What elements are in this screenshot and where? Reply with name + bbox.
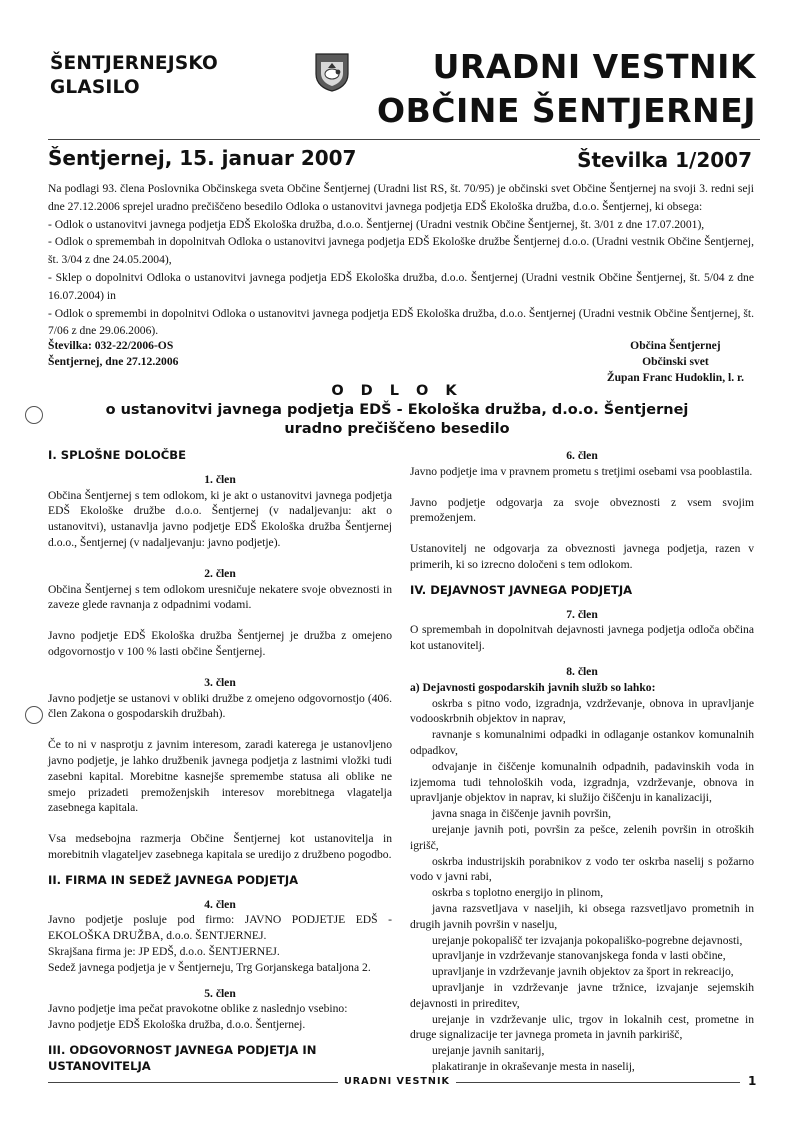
- intro-item: - Sklep o dopolnitvi Odloka o ustanovitvi javnega podjetja EDŠ Ekološka družba, d.o.o. Šentjernej (Uradni vestnik Občine Šentjernej, št. 5/04 z dne 16.07.2004) in: [48, 270, 754, 302]
- article-heading: 8. člen: [566, 664, 598, 678]
- activity-item: upravljanje in vzdrževanje javnih objektov za šport in rekreacijo,: [432, 965, 734, 979]
- issue-dateline: Šentjernej, 15. januar 2007: [48, 146, 357, 170]
- article-line: Javno podjetje posluje pod firmo: JAVNO PODJETJE EDŠ - EKOLOŠKA DRUŽBA, d.o.o. ŠENTJERNEJ.: [48, 913, 392, 943]
- activity-item: urejanje javnih poti, površin za pešce, zelenih površin in otroških igrišč,: [410, 822, 754, 852]
- ordinance-subtitle: o ustanovitvi javnega podjetja EDŠ - Ekološka družba, d.o.o. Šentjernej: [105, 402, 689, 418]
- article-heading: 6. člen: [566, 449, 598, 462]
- article-heading: 7. člen: [566, 607, 598, 621]
- section-heading: III. ODGOVORNOST JAVNEGA PODJETJA IN USTANOVITELJA: [48, 1042, 317, 1073]
- article-heading: 3. člen: [204, 675, 236, 689]
- document-reference: [48, 338, 178, 370]
- intro-paragraph: Na podlagi 93. člena Poslovnika Občinskega sveta Občine Šentjernej (Uradni list RS, št. 70/95) je občinski svet Občine Šentjernej na svoji 3. redni seji dne 27.12.2006 sprejel uradno prečiščeno besedilo Odloka o ustanovitvi javnega podjetja EDŠ Ekološka družba, d.o.o. Šentjernej, ki obsega:: [48, 182, 754, 213]
- activity-item: plakatiranje in okraševanje mesta in naselij,: [432, 1059, 635, 1073]
- activity-item: oskrba s pitno vodo, izgradnja, vzdrževanje, obnova in upravljanje vodooskrbnih objektov in naprav,: [410, 696, 754, 726]
- article-paragraph: Občina Šentjernej s tem odlokom, ki je akt o ustanovitvi javnega podjetja EDŠ Ekološke družbe d.o.o. Šentjernej (v nadaljevanju: akt o ustanovitvi), ustanavlja javno podjetje EDŠ Ekološka družba Šentjernej d.o.o., Šentjernej (v nadaljevanju: javno podjetje).: [48, 488, 392, 549]
- activity-item: oskrba industrijskih porabnikov z vodo ter oskrba naselij s požarno vodo v javni rabi,: [410, 854, 754, 884]
- section-heading: IV. DEJAVNOST JAVNEGA PODJETJA: [410, 582, 633, 597]
- reference-date: Šentjernej, dne 27.12.2006: [48, 355, 179, 368]
- punch-hole-icon: [25, 406, 43, 424]
- activity-item: javna razsvetljava v naseljih, ki obsega razsvetljavo prometnih in drugih javnih površin v naselju,: [410, 901, 754, 931]
- article-paragraph: Vsa medsebojna razmerja Občine Šentjernej kot ustanovitelja in morebitnih vlagateljev zasebnega kapitala se uredijo z družbeno pogodbo.: [48, 832, 392, 861]
- newsletter-name-line1: ŠENTJERNEJSKO: [50, 53, 218, 74]
- article-heading: 2. člen: [204, 566, 236, 580]
- article-line: Javno podjetje EDŠ Ekološka družba, d.o.o. Šentjernej.: [48, 1018, 306, 1032]
- gazette-title-line1: URADNI VESTNIK: [432, 47, 756, 86]
- article-line: Skrajšana firma je: JP EDŠ, d.o.o. ŠENTJERNEJ.: [48, 944, 280, 958]
- newsletter-name: [50, 52, 218, 100]
- article-paragraph: Javno podjetje ima v pravnem prometu s tretjimi osebami vsa pooblastila.: [410, 464, 753, 478]
- signatory-body: Občinski svet: [642, 355, 709, 368]
- activity-item: urejanje javnih sanitarij,: [432, 1044, 545, 1058]
- article-paragraph: O spremembah in dopolnitvah dejavnosti javnega podjetja odloča občina kot ustanovitelj.: [410, 623, 754, 653]
- activity-item: odvajanje in čiščenje komunalnih odpadnih, padavinskih voda in izjemoma tudi tehnoloških voda, izgradnja, vzdrževanje, obnova in upravljanje objektov in naprav, ki služijo čiščenju in kanalizaciji,: [410, 759, 754, 805]
- punch-hole-icon: [25, 706, 43, 724]
- article-paragraph: Če to ni v nasprotju z javnim interesom, zaradi katerega je ustanovljeno javno podjetje, je lahko družbenik javnega podjetja z lastnimi vložki tudi zasebni kapital. Morebitne kasnejše spremembe statusa ali oblike ne smejo prizadeti premoženjskih interesov morebitnega vlagatelja zasebnega kapitala.: [48, 738, 392, 815]
- article-paragraph: Javno podjetje EDŠ Ekološka družba Šentjernej je družba z omejeno odgovornostjo v 100 % lasti občine Šentjernej.: [48, 629, 392, 658]
- footer-divider: [48, 1082, 338, 1083]
- article-paragraph: Občina Šentjernej s tem odlokom uresničuje nekatere svoje obveznosti in zaveze glede ravnanja z odpadnimi vodami.: [48, 582, 392, 612]
- coat-of-arms-icon: [314, 52, 350, 92]
- article-line: Javno podjetje ima pečat pravokotne oblike z naslednjo vsebino:: [48, 1002, 348, 1016]
- page-number: 1: [748, 1074, 757, 1088]
- intro-item: - Odlok o ustanovitvi javnega podjetja EDŠ Ekološka družba, d.o.o. Šentjernej (Uradni vestnik Občine Šentjernej, št. 3/01 z dne 17.07.2001),: [48, 217, 705, 231]
- activity-item: upravljanje in vzdrževanje stanovanjskega fonda v lasti občine,: [432, 949, 726, 963]
- activity-item: urejanje pokopališč ter izvajanja pokopališko-pogrebne dejavnosti,: [432, 933, 743, 947]
- intro-item: - Odlok o spremembi in dopolnitvi Odloka o ustanovitvi javnega podjetja EDŠ Ekološka družba, d.o.o. Šentjernej (Uradni vestnik Občine Šentjernej, št. 7/06 z dne 29.06.2006).: [48, 306, 754, 338]
- intro-text: [48, 180, 754, 340]
- activity-item: ravnanje s komunalnimi odpadki in odlaganje ostankov komunalnih odpadkov,: [410, 728, 754, 757]
- left-column: [48, 448, 392, 1083]
- article-paragraph: Javno podjetje odgovarja za svoje obveznosti z vsem svojim premoženjem.: [410, 495, 754, 525]
- gazette-title-line2: OBČINE ŠENTJERNEJ: [377, 91, 756, 130]
- activity-item: javna snaga in čiščenje javnih površin,: [432, 807, 612, 821]
- activity-item: oskrba s toplotno energijo in plinom,: [432, 886, 604, 900]
- article-heading: 5. člen: [204, 986, 236, 1000]
- activities-heading: a) Dejavnosti gospodarskih javnih služb so lahko:: [410, 680, 656, 694]
- masthead-divider: [48, 139, 760, 140]
- masthead: [50, 44, 760, 136]
- activity-item: urejanje in vzdrževanje ulic, trgov in lokalnih cest, prometne in druge signalizacije ter javnega prometa in javnih parkirišč,: [410, 1012, 754, 1042]
- newsletter-name-line2: GLASILO: [50, 77, 140, 98]
- signatory-org: Občina Šentjernej: [630, 339, 721, 352]
- footer-divider: [456, 1082, 740, 1083]
- section-heading: II. FIRMA IN SEDEŽ JAVNEGA PODJETJA: [48, 872, 299, 887]
- intro-item: - Odlok o spremembah in dopolnitvah Odloka o ustanovitvi javnega podjetja EDŠ Ekološke družbe Šentjernej d.o.o. (Uradni vestnik Občine Šentjernej, št. 3/04 z dne 24.05.2004),: [48, 235, 754, 267]
- ordinance-title: O D L O K: [331, 383, 463, 399]
- signatory-block: [607, 338, 744, 386]
- footer-label: URADNI VESTNIK: [344, 1076, 450, 1087]
- issue-number: Številka 1/2007: [577, 148, 752, 172]
- ordinance-subtitle-note: uradno prečiščeno besedilo: [284, 421, 510, 437]
- article-paragraph: Ustanovitelj ne odgovarja za obveznosti javnega podjetja, razen v primerih, ki so izrecno določeni s tem odlokom.: [410, 542, 754, 571]
- section-heading: I. SPLOŠNE DOLOČBE: [48, 448, 187, 462]
- reference-number: Številka: 032-22/2006-OS: [48, 339, 174, 352]
- article-heading: 4. člen: [204, 897, 236, 911]
- signatory-mayor: Župan Franc Hudoklin, l. r.: [606, 371, 744, 384]
- right-column: [410, 448, 754, 1075]
- activity-item: upravljanje in vzdrževanje javne tržnice, izvajanje sejemskih dejavnosti in prireditev,: [410, 980, 754, 1010]
- article-heading: 1. člen: [204, 472, 236, 486]
- article-paragraph: Javno podjetje se ustanovi v obliki družbe z omejeno odgovornostjo (406. člen Zakona o gospodarskih družbah).: [48, 691, 392, 721]
- article-line: Sedež javnega podjetja je v Šentjerneju, Trg Gorjanskega bataljona 2.: [48, 960, 371, 974]
